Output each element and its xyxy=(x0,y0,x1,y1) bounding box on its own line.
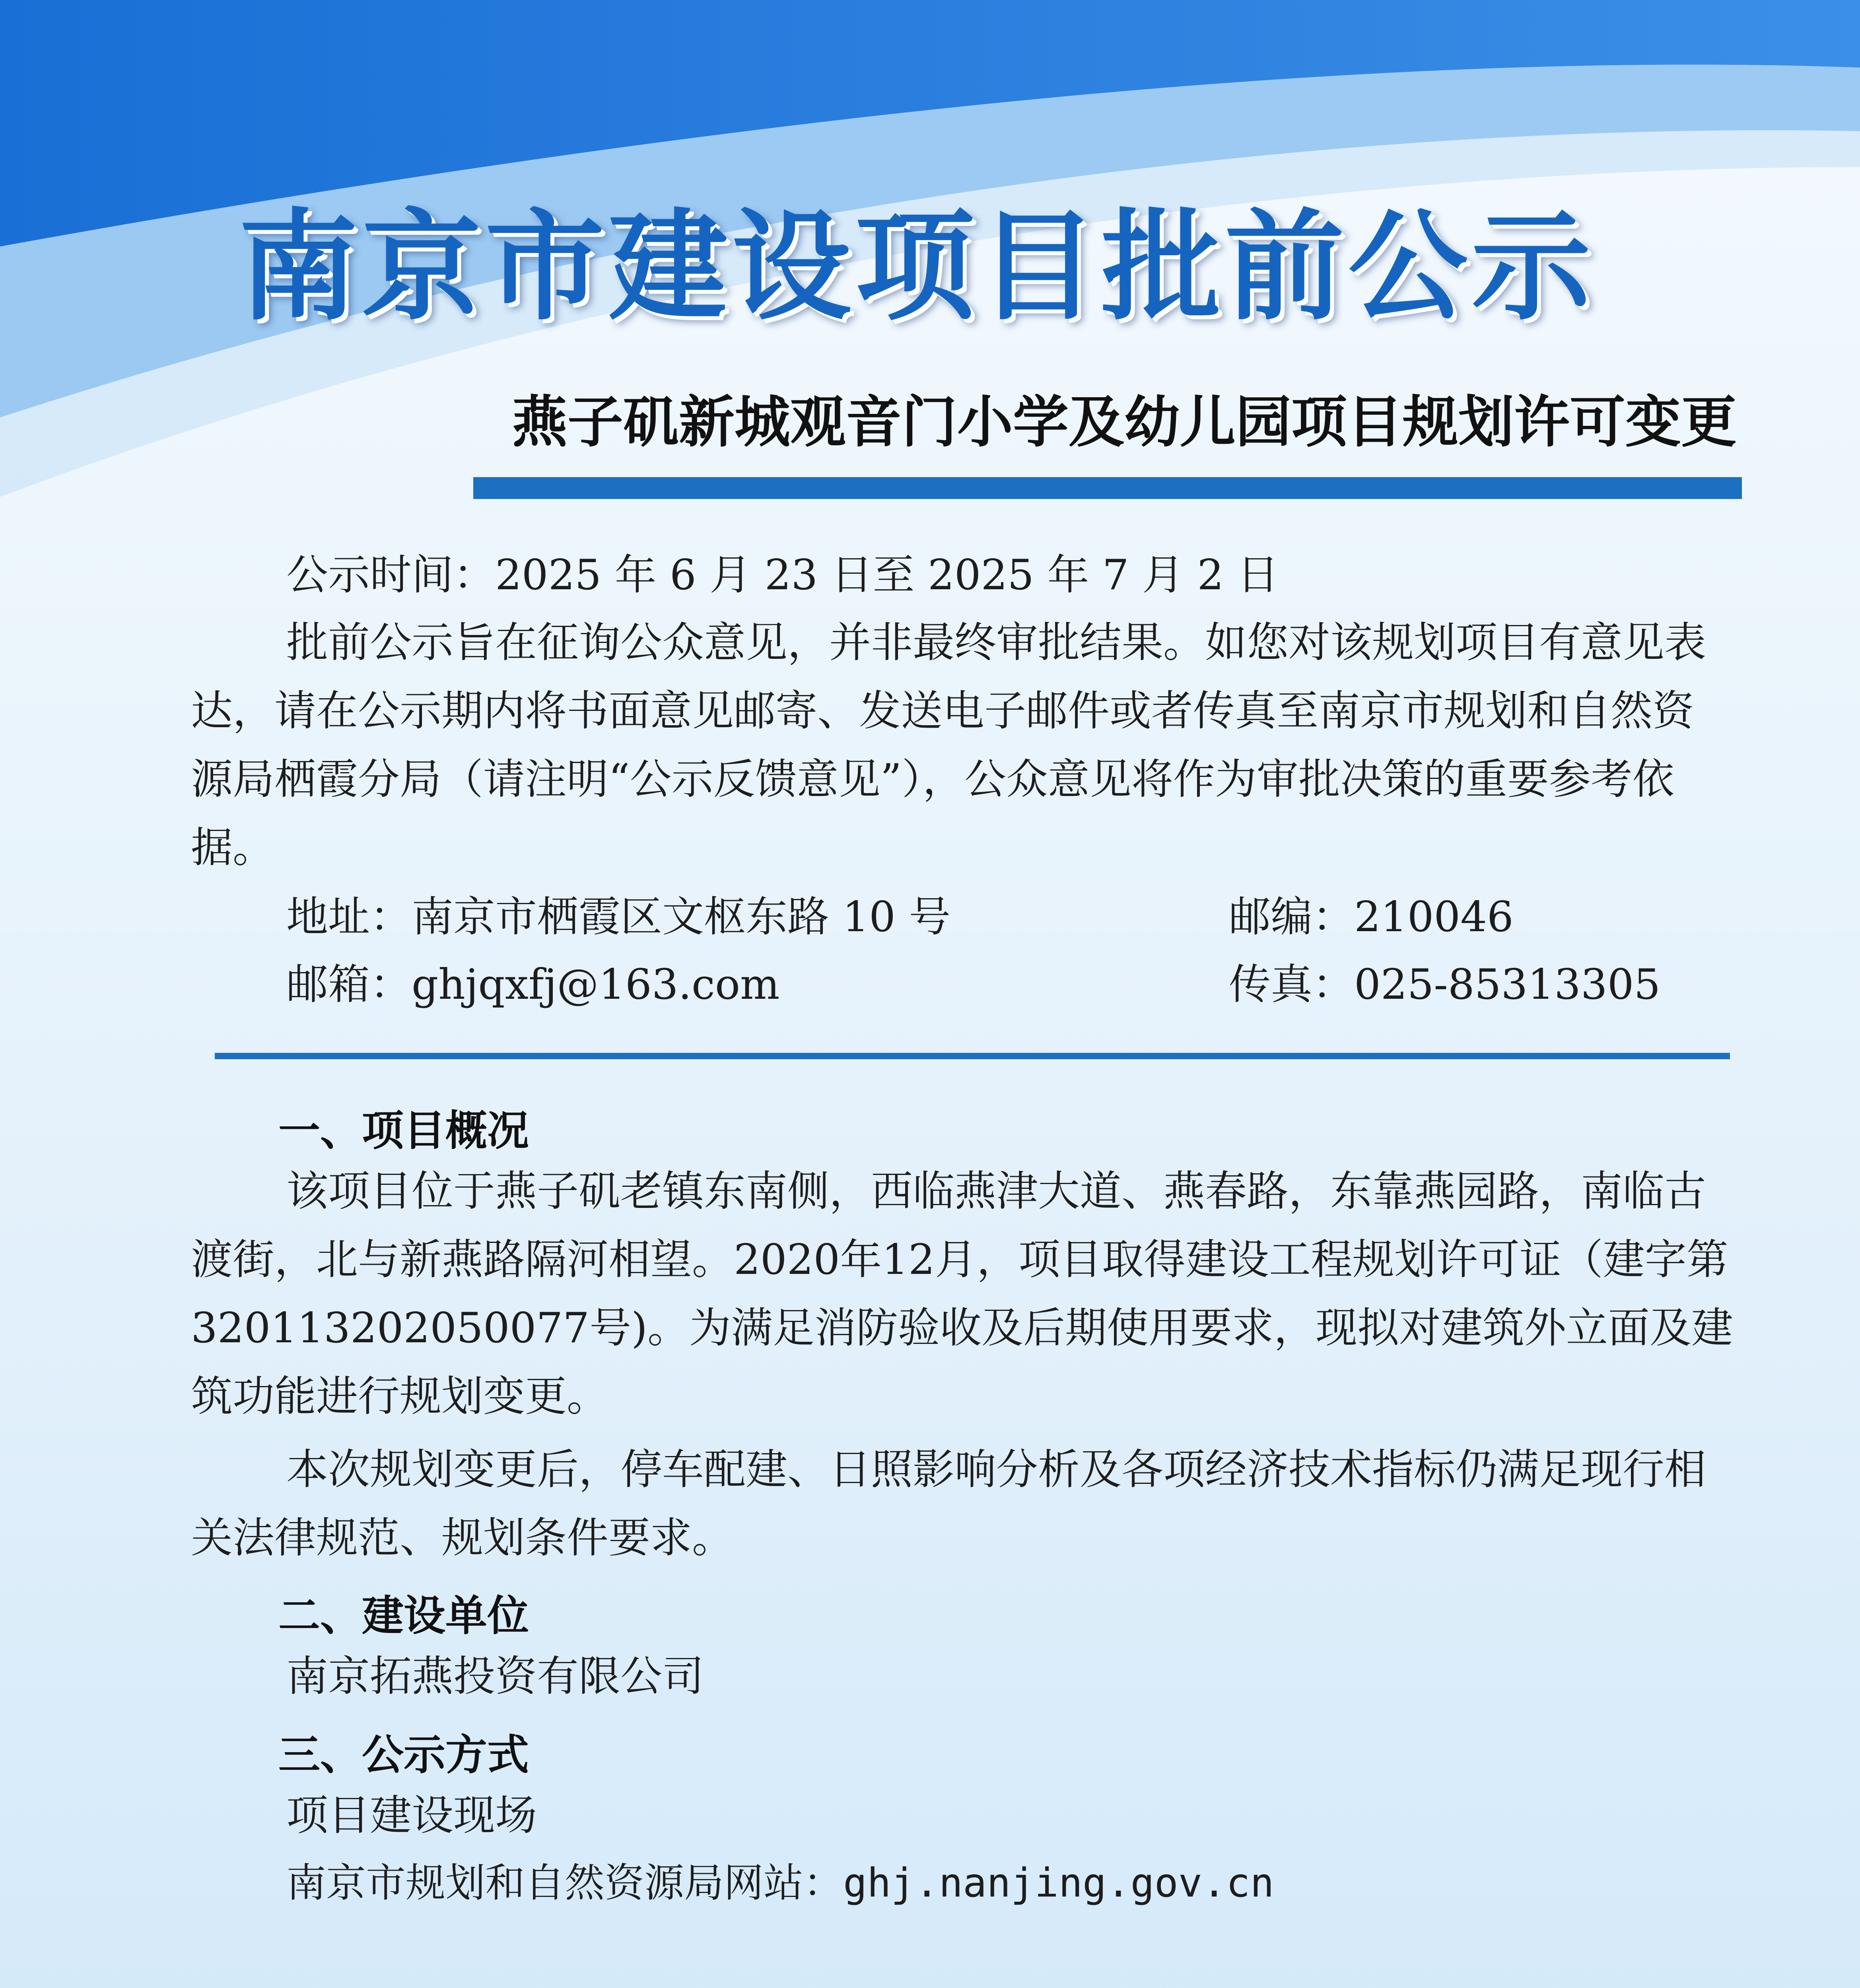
method-website: 南京市规划和自然资源局网站：ghj.nanjing.gov.cn xyxy=(286,1860,1274,1906)
notice-fax: 传真：025-85313305 xyxy=(1229,960,1661,1009)
notice-purpose: 批前公示旨在征询公众意见，并非最终审批结果。如您对该规划项目有意见表达，请在公示期内将书面意见邮寄、发送电子邮件或者传真至南京市规划和自然资源局栖霞分局（请注明“公示反馈意见”），公众意见将作为审批决策的重要参考依据。 xyxy=(191,618,1706,872)
construction-unit-name: 南京拓燕投资有限公司 xyxy=(286,1652,704,1701)
page-title: 南京市建设项目批前公示 xyxy=(239,198,1595,336)
project-subtitle: 燕子矶新城观音门小学及幼儿园项目规划许可变更 xyxy=(511,390,1737,455)
section-heading-method: 三、公示方式 xyxy=(278,1731,529,1779)
overview-paragraph-2: 本次规划变更后，停车配建、日照影响分析及各项经济技术指标仍满足现行相关法律规范、规划条件要求。 xyxy=(191,1445,1706,1562)
method-site: 项目建设现场 xyxy=(286,1791,537,1840)
notice-postcode: 邮编：210046 xyxy=(1229,893,1514,941)
notice-email: 邮箱：ghjqxfj@163.com xyxy=(286,960,780,1009)
section-heading-unit: 二、建设单位 xyxy=(278,1592,529,1640)
title-divider xyxy=(473,477,1742,499)
overview-paragraph-1: 该项目位于燕子矶老镇东南侧，西临燕津大道、燕春路，东靠燕园路，南临古渡街，北与新燕路隔河相望。2020年12月，项目取得建设工程规划许可证（建字第320113202050077号)。为满足消防验收及后期使用要求，现拟对建筑外立面及建筑功能进行规划变更。 xyxy=(191,1167,1734,1421)
notice-address: 地址：南京市栖霞区文枢东路 10 号 xyxy=(286,893,951,941)
notice-period: 公示时间：2025 年 6 月 23 日至 2025 年 7 月 2 日 xyxy=(286,551,1279,599)
section-divider xyxy=(215,1053,1730,1059)
section-heading-overview: 一、项目概况 xyxy=(278,1107,529,1155)
